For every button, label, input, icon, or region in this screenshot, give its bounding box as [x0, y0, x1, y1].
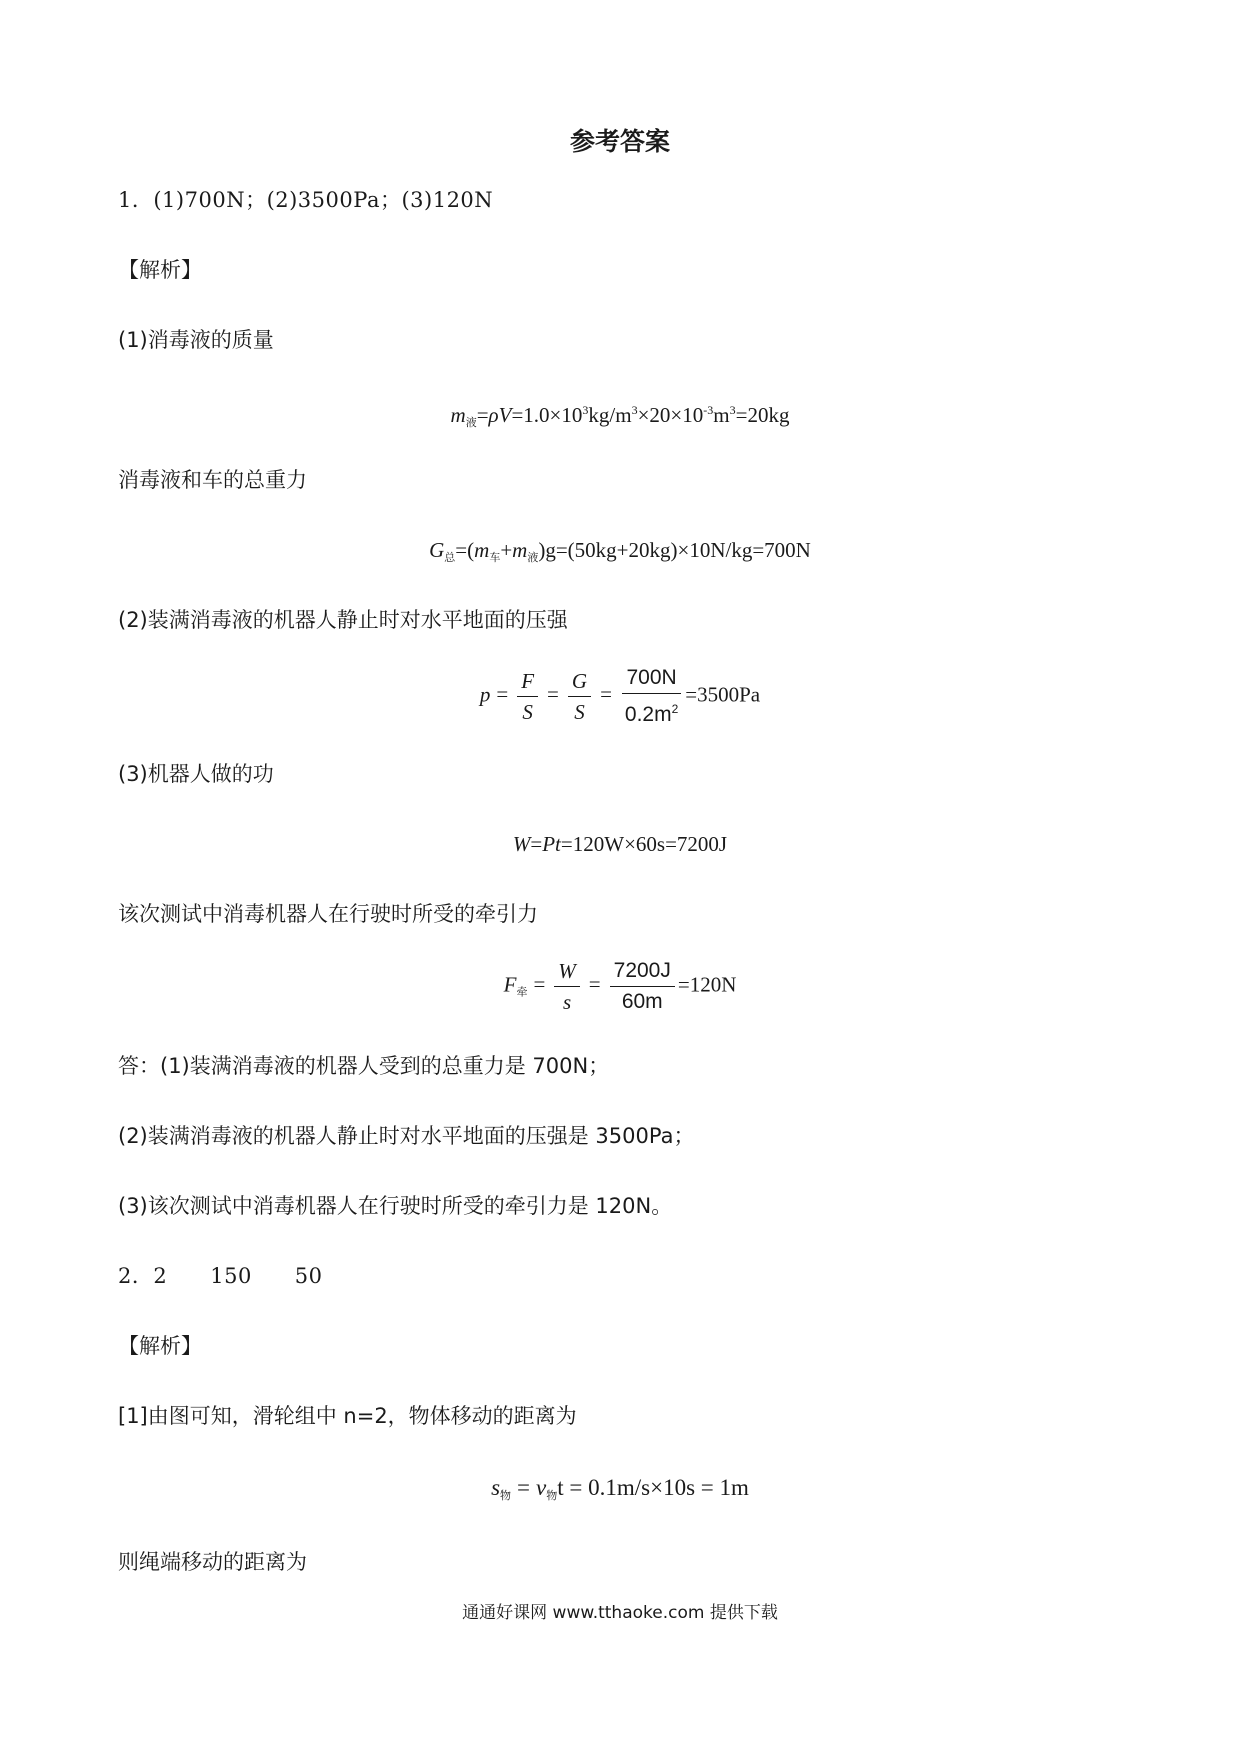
q1-conclusion2: (2)装满消毒液的机器人静止时对水平地面的压强是 3500Pa；	[118, 1124, 695, 1148]
page-title: 参考答案	[569, 127, 670, 156]
q1-step1: (1)消毒液的质量	[118, 328, 274, 352]
q1-eq1: $m_液=\rho V=1.0\times 10^3kg/m^3\times 20\times 10^{-3}m^3=20kg$	[450, 403, 790, 429]
q1-step2: 消毒液和车的总重力	[118, 468, 307, 492]
q1-step5: 该次测试中消毒机器人在行驶时所受的牵引力	[118, 902, 538, 926]
q2-step2: 则绳端移动的距离为	[118, 1550, 307, 1574]
q1-analysis-label: 【解析】	[118, 258, 202, 282]
q2-analysis-label: 【解析】	[118, 1334, 202, 1358]
q2-step1: [1]由图可知，滑轮组中 n=2，物体移动的距离为	[118, 1404, 577, 1428]
q1-eq5: $F_牵$ = $\frac{W}{s}$ = $\frac{7200J}{60m}$ =120N	[503, 959, 737, 1014]
q1-eq2: $G_总=(m_车+m_液)g=(50kg+20kg)\times 10N/kg=700N$	[429, 538, 811, 564]
q1-conclusion3: (3)该次测试中消毒机器人在行驶时所受的牵引力是 120N。	[118, 1194, 673, 1218]
q2-answer: 2．2 150 50	[118, 1264, 323, 1288]
q1-conclusion1: 答：(1)装满消毒液的机器人受到的总重力是 700N；	[118, 1054, 610, 1078]
q1-eq3: p = $\frac{F}{S}$ = $\frac{G}{S}$ = $\frac{700N}{0.2m^2}$ =3500Pa	[479, 666, 761, 726]
page-footer: 通通好课网 www.tthaoke.com 提供下载	[462, 1603, 778, 1623]
q1-answer: 1．(1)700N；(2)3500Pa；(3)120N	[118, 188, 494, 212]
q1-eq4: W=Pt=120W×60s=7200J	[512, 832, 728, 856]
q1-step3: (2)装满消毒液的机器人静止时对水平地面的压强	[118, 608, 568, 632]
q2-eq1: $s_物 = v_物t = 0.1m/s\times 10s = 1m$	[491, 1475, 749, 1502]
q1-step4: (3)机器人做的功	[118, 762, 274, 786]
